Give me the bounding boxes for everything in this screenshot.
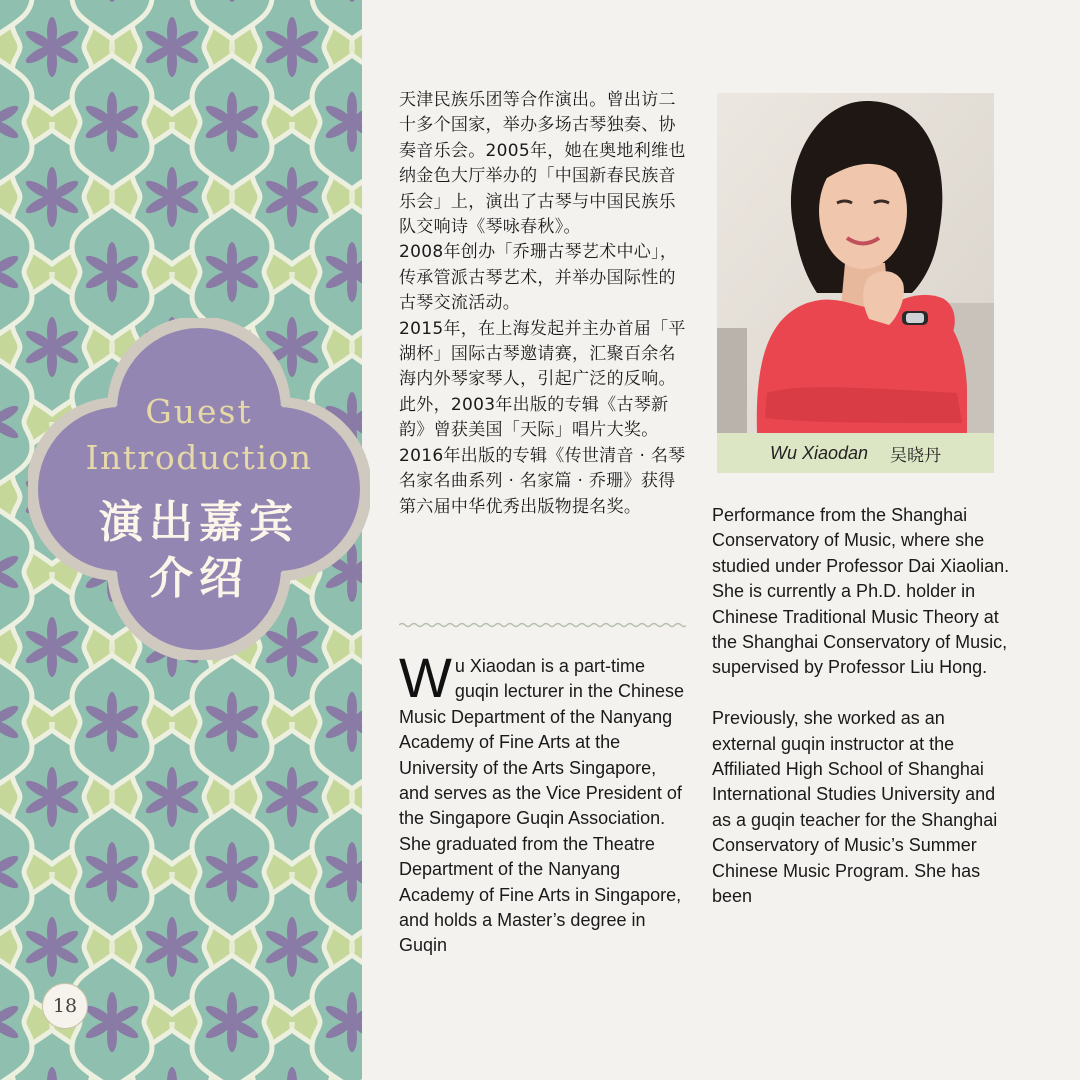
portrait-photo xyxy=(717,93,994,433)
badge-title-guest: Guest xyxy=(145,392,253,431)
english-paragraph: Previously, she worked as an external guqin instructor at the Affiliated High School of Shanghai International Studies University and as a guqin teacher for the Shanghai Conservatory of Music’s Summer Chinese Music Program. She has been xyxy=(712,708,998,907)
page-number: 18 xyxy=(42,983,88,1029)
badge-title-zh-line2: 介绍 xyxy=(149,553,249,604)
chinese-biography xyxy=(399,88,689,520)
photo-caption xyxy=(717,433,994,473)
badge-title-introduction: Introduction xyxy=(85,438,313,477)
caption-chinese-name: 吴晓丹 xyxy=(890,445,942,466)
zh-paragraph: 天津民族乐团等合作演出。曾出访二十多个国家，举办多场古琴独奏、协奏音乐会。2005年，她在奥地利维也纳金色大厅举办的「中国新春民族音乐会」上，演出了古琴与中国民族乐队交响诗《琴咏春秋》。 xyxy=(399,90,686,238)
badge-title-zh-line1: 演出嘉宾 xyxy=(99,497,299,548)
english-biography-right xyxy=(712,503,1012,909)
drop-cap: W xyxy=(399,646,452,709)
english-paragraph: Performance from the Shanghai Conservatory of Music, where she studied under Professor Dai Xiaolian. She is currently a Ph.D. holder in Chinese Traditional Music Theory at the Shanghai Conservatory of Music, supervised by Professor Liu Hong. xyxy=(712,505,1010,678)
wavy-divider xyxy=(399,622,686,628)
english-biography-left xyxy=(399,646,689,959)
portrait-illustration xyxy=(717,93,994,433)
zh-paragraph: 2008年创办「乔珊古琴艺术中心」，传承管派古琴艺术，并举办国际性的古琴交流活动。 xyxy=(399,242,678,314)
portrait-frame xyxy=(717,93,994,473)
english-paragraph: u Xiaodan is a part-time guqin lecturer in the Chinese Music Department of the Nanyang Academy of Fine Arts at the University of the Arts Singapore, and serves as the Vice President of the Singapore Guqin Association. She graduated from the Theatre Department of the Nanyang Academy of Fine Arts in Singapore, and holds a Master’s degree in Guqin xyxy=(399,656,684,956)
guest-introduction-badge xyxy=(28,318,370,660)
zh-paragraph: 此外，2003年出版的专辑《古琴新韵》曾获美国「天际」唱片大奖。 2016年出版的专辑《传世清音 · 名琴名家名曲系列 · 名家篇 · 乔珊》获得第六届中华优秀出版物提名奖。 xyxy=(399,394,686,517)
caption-english-name: Wu Xiaodan xyxy=(769,442,869,463)
zh-paragraph: 2015年，在上海发起并主办首届「平湖杯」国际古琴邀请赛，汇聚百余名海内外琴家琴人，引起广泛的反响。 xyxy=(399,318,686,390)
